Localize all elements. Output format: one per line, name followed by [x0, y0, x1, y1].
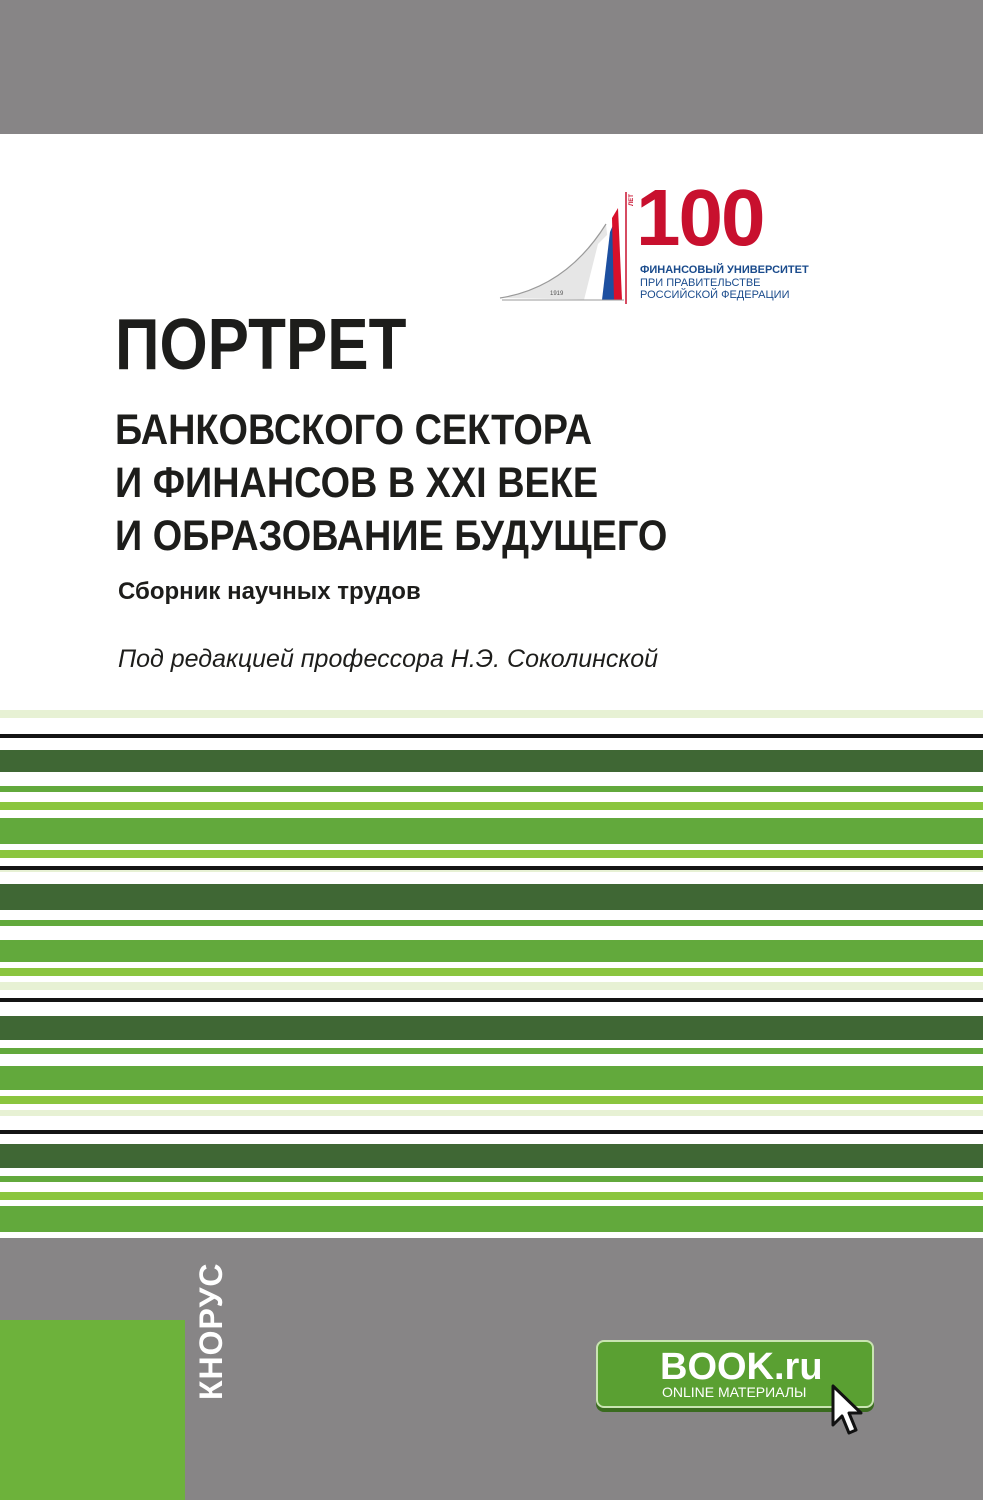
university-logo [498, 173, 809, 308]
logo-number: 100 [636, 173, 764, 262]
subtitle-line: И ФИНАНСОВ В XXI ВЕКЕ [115, 459, 599, 507]
green-corner-block [0, 1320, 185, 1500]
logo-university-name: ФИНАНСОВЫЙ УНИВЕРСИТЕТ [640, 264, 809, 276]
logo-side-label: ЛЕТ [629, 194, 635, 206]
top-gray-band [0, 0, 983, 134]
subtitle-line: БАНКОВСКОГО СЕКТОРА [115, 406, 593, 454]
cursor-arrow-icon [830, 1383, 864, 1437]
book-subtitle [115, 404, 667, 563]
bookru-subtitle: ONLINE МАТЕРИАЛЫ [662, 1384, 807, 1400]
logo-subline-1: ПРИ ПРАВИТЕЛЬСТВЕ [640, 277, 761, 289]
logo-subline-2: РОССИЙСКОЙ ФЕДЕРАЦИИ [640, 289, 790, 301]
subtitle-line: И ОБРАЗОВАНИЕ БУДУЩЕГО [115, 512, 668, 560]
book-title: ПОРТРЕТ [115, 305, 407, 385]
sail-logo-icon [498, 188, 638, 308]
stripe-pattern [0, 710, 983, 1238]
editor-line: Под редакцией профессора Н.Э. Соколинской [118, 645, 659, 673]
logo-year: 1919 [550, 291, 564, 297]
collection-label: Сборник научных трудов [118, 578, 421, 605]
bookru-title: BOOK.ru [660, 1346, 823, 1388]
publisher-name: КНОРУС [193, 1262, 229, 1400]
